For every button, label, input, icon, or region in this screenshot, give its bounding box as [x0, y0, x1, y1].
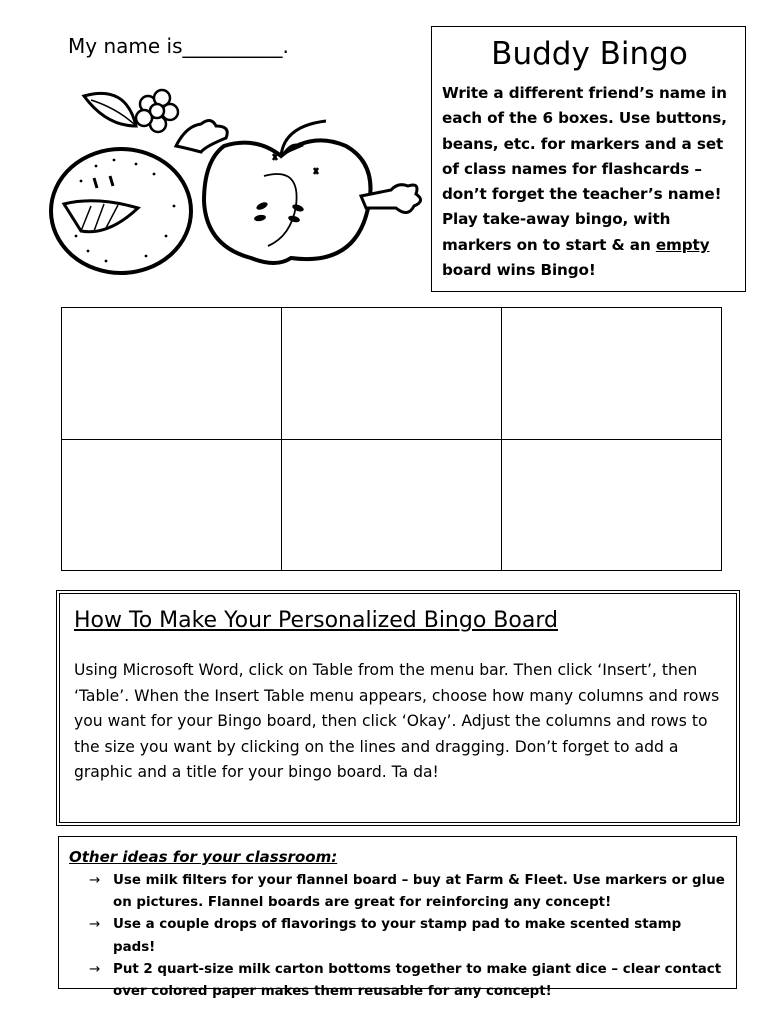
- idea-text: Put 2 quart-size milk carton bottoms together to make giant dice – clear contact over colored paper makes them reusable for any concept!: [113, 961, 722, 1000]
- list-item: [89, 959, 726, 1003]
- bingo-grid: [61, 307, 722, 571]
- bingo-cell: [62, 439, 282, 571]
- list-item: [89, 870, 726, 914]
- bingo-grid-row: [62, 439, 722, 571]
- name-prompt: My name is__________.: [68, 34, 289, 58]
- idea-text: Use a couple drops of flavorings to your stamp pad to make scented stamp pads!: [113, 917, 682, 955]
- arrow-icon: →: [89, 873, 101, 888]
- bingo-info-box: [431, 26, 746, 292]
- bingo-instructions-emphasis: empty: [655, 235, 710, 254]
- arrow-icon: →: [89, 917, 101, 933]
- bingo-cell: [282, 308, 502, 440]
- idea-text: Use milk filters for your flannel board – buy at Farm & Fleet. Use markers or glue on pictures. Flannel boards are great for reinforcing any concept!: [113, 873, 725, 911]
- arrow-icon: →: [89, 961, 101, 977]
- howto-box: [56, 590, 740, 826]
- bingo-instructions: [442, 81, 737, 283]
- bingo-cell: [502, 439, 722, 571]
- bingo-cell: [62, 308, 282, 440]
- bingo-grid-row: [62, 308, 722, 440]
- howto-body: Using Microsoft Word, click on Table from the menu bar. Then click ‘Insert’, then ‘Table’. When the Insert Table menu appears, choose how many columns and rows you want for your Bingo board, then click ‘Okay’. Adjust the columns and rows to the size you want by clicking on the lines and dragging. Don’t forget to add a graphic and a title for your bingo board. Ta da!: [74, 661, 720, 781]
- bingo-instructions-text: Write a different friend’s name in each of the 6 boxes. Use buttons, beans, etc. for markers and a set of class names for flashcards – don’t forget the teacher’s name! Play take-away bingo, with markers on to start & an: [442, 84, 727, 254]
- fruit-characters-icon: [36, 86, 432, 276]
- bingo-cell: [282, 439, 502, 571]
- howto-title: How To Make Your Personalized Bingo Board: [74, 608, 558, 633]
- bingo-instructions-end: board wins Bingo!: [442, 261, 596, 280]
- ideas-box: [58, 836, 737, 1000]
- list-item: [89, 914, 726, 958]
- bingo-title: Buddy Bingo: [491, 36, 688, 72]
- ideas-title: Other ideas for your classroom:: [69, 848, 338, 866]
- bingo-cell: [502, 308, 722, 440]
- apple-body: [204, 140, 371, 263]
- ideas-list: [69, 870, 726, 1003]
